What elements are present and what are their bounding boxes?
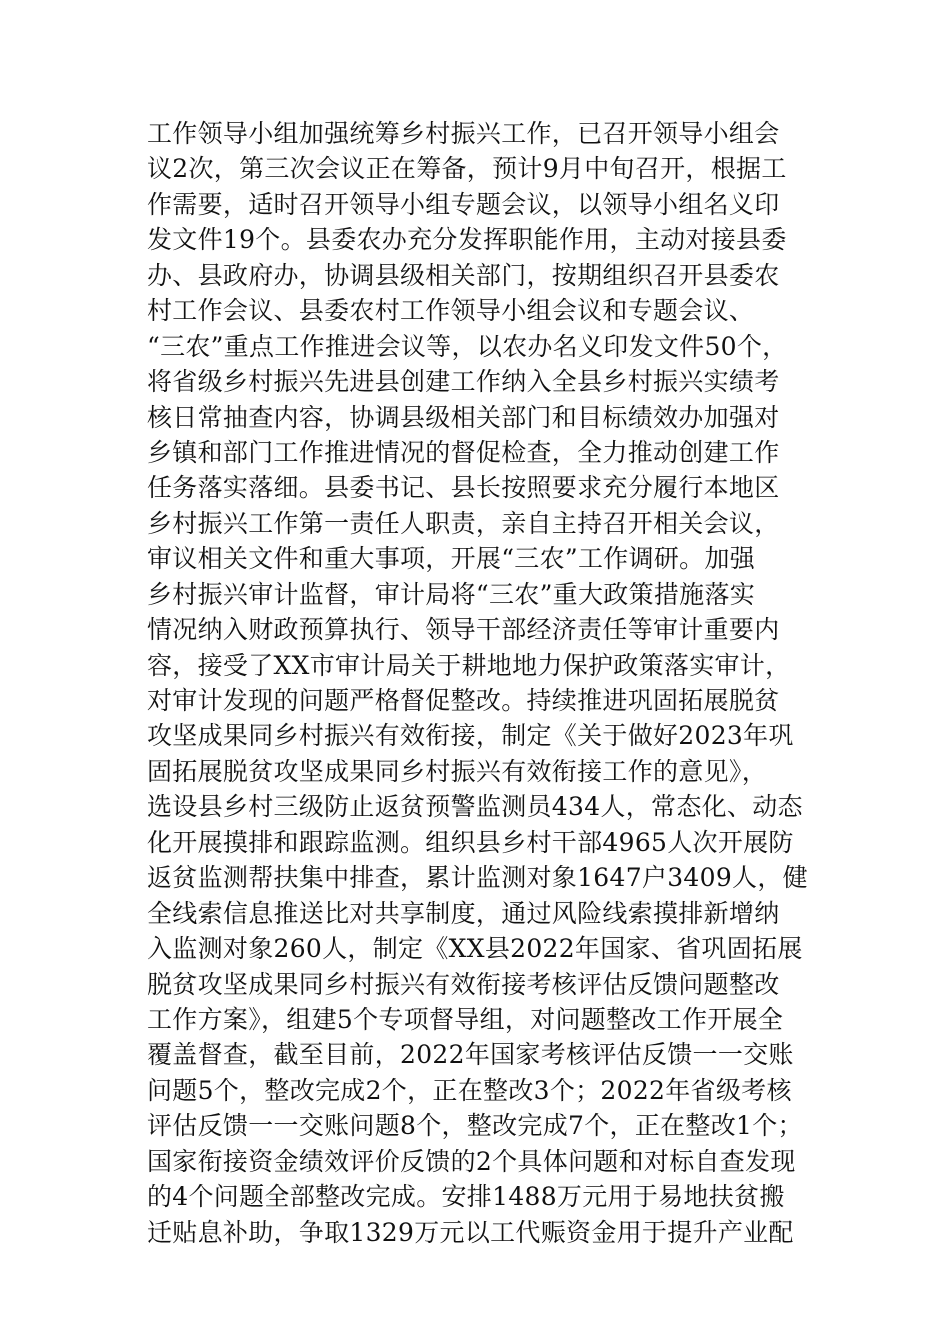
text-line: 办、县政府办，协调县级相关部门，按期组织召开县委农 (147, 260, 780, 290)
text-line: 攻坚成果同乡村振兴有效衔接，制定《关于做好2023年巩 (147, 721, 794, 751)
text-line: 覆盖督查，截至目前，2022年国家考核评估反馈一一交账 (147, 1040, 794, 1070)
text-line: 乡镇和部门工作推进情况的督促检查，全力推动创建工作 (147, 437, 780, 467)
text-line: 问题5个，整改完成2个，正在整改3个；2022年省级考核 (147, 1075, 792, 1105)
text-line: 化开展摸排和跟踪监测。组织县乡村干部4965人次开展防 (147, 827, 794, 857)
text-line: 议2次，第三次会议正在筹备，预计9月中旬召开，根据工 (147, 154, 787, 184)
text-line: 的4个问题全部整改完成。安排1488万元用于易地扶贫搬 (147, 1182, 785, 1212)
text-line: 村工作会议、县委农村工作领导小组会议和专题会议、 (147, 296, 755, 326)
text-line: 脱贫攻坚成果同乡村振兴有效衔接考核评估反馈问题整改 (147, 969, 780, 999)
text-line: 返贫监测帮扶集中排查，累计监测对象1647户3409人，健 (147, 863, 808, 893)
text-line: 作需要，适时召开领导小组专题会议，以领导小组名义印 (147, 189, 780, 219)
text-line: 选设县乡村三级防止返贫预警监测员434人，常态化、动态 (147, 792, 803, 822)
text-line: 容，接受了XX市审计局关于耕地地力保护政策落实审计， (147, 650, 791, 680)
text-line: 情况纳入财政预算执行、领导干部经济责任等审计重要内 (147, 615, 780, 645)
text-line: 乡村振兴审计监督，审计局将“三农”重大政策措施落实 (147, 579, 756, 609)
text-line: 全线索信息推送比对共享制度，通过风险线索摸排新增纳 (147, 898, 780, 928)
text-line: 将省级乡村振兴先进县创建工作纳入全县乡村振兴实绩考 (147, 367, 780, 397)
text-line: 审议相关文件和重大事项，开展“三农”工作调研。加强 (147, 544, 756, 574)
text-line: 迁贴息补助，争取1329万元以工代赈资金用于提升产业配 (147, 1217, 794, 1247)
text-line: 国家衔接资金绩效评价反馈的2个具体问题和对标自查发现 (147, 1146, 796, 1176)
body-text (147, 116, 827, 1250)
text-line: 乡村振兴工作第一责任人职责，亲自主持召开相关会议， (147, 508, 780, 538)
text-line: “三农”重点工作推进会议等，以农办名义印发文件50个， (147, 331, 788, 361)
text-line: 发文件19个。县委农办充分发挥职能作用，主动对接县委 (147, 225, 787, 255)
text-line: 评估反馈一一交账问题8个，整改完成7个，正在整改1个； (147, 1111, 803, 1141)
text-line: 工作领导小组加强统筹乡村振兴工作，已召开领导小组会 (147, 119, 780, 148)
text-line: 核日常抽查内容，协调县级相关部门和目标绩效办加强对 (147, 402, 780, 432)
text-line: 工作方案》，组建5个专项督导组，对问题整改工作开展全 (147, 1004, 784, 1034)
text-line: 对审计发现的问题严格督促整改。持续推进巩固拓展脱贫 (147, 686, 780, 715)
text-line: 固拓展脱贫攻坚成果同乡村振兴有效衔接工作的意见》， (147, 756, 768, 786)
text-line: 入监测对象260人，制定《XX县2022年国家、省巩固拓展 (147, 934, 803, 964)
text-line: 任务落实落细。县委书记、县长按照要求充分履行本地区 (147, 473, 780, 503)
